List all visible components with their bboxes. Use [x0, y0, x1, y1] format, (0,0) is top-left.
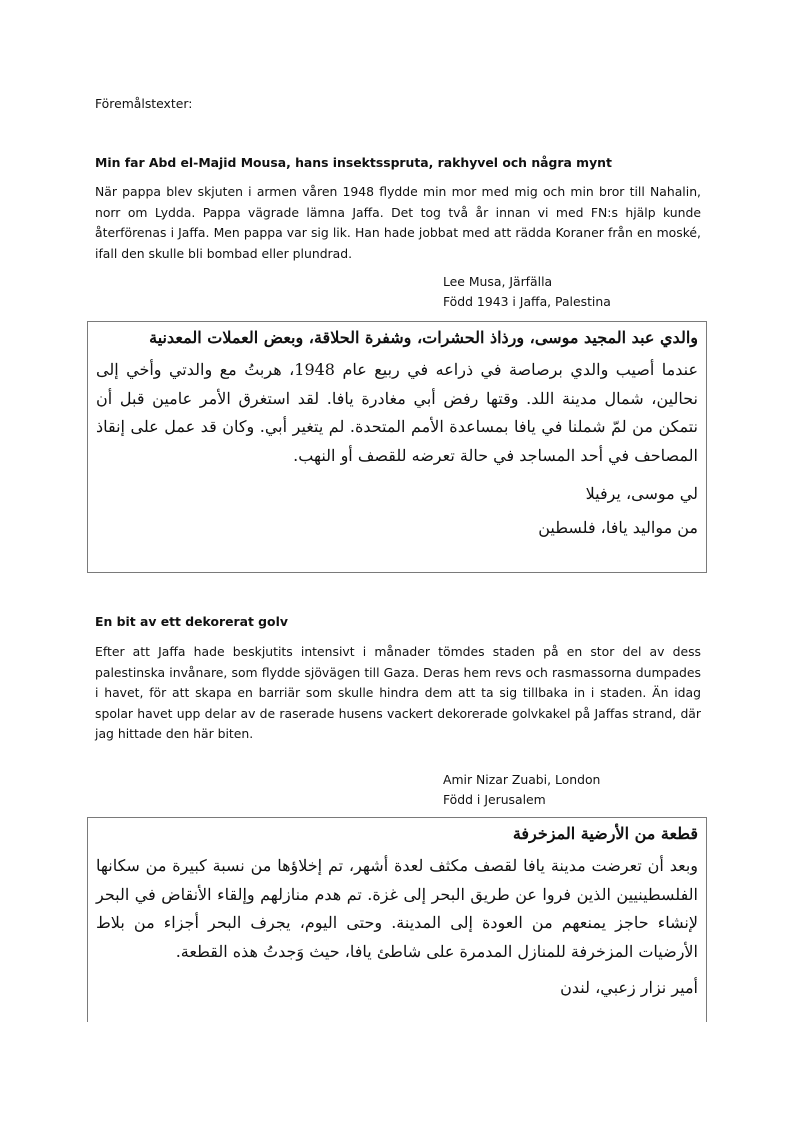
item2-born: Född i Jerusalem: [443, 792, 546, 807]
item2-signature: [443, 770, 600, 810]
item1-author: Lee Musa, Järfälla: [443, 274, 553, 289]
item2-body: Efter att Jaffa hade beskjutits intensivt i månader tömdes staden på en stor del av dess palestinska invånare, som flydde sjövägen till Gaza. Deras hem revs och rasmassorna dumpades i havet, för att skapa en barriär som skulle hindra dem att ta sig tillbaka in i staden. Än idag spolar havet upp delar av de raserade husens vackert dekorerade golvkakel på Jaffas strand, där jag hittade den här biten.: [95, 644, 701, 741]
item1-born: Född 1943 i Jaffa, Palestina: [443, 294, 611, 309]
item1-arabic-body: عندما أصيب والدي برصاصة في ذراعه في ربيع عام 1948، هربتُ مع والدتي وأخي إلى نحالين، شمال مدينة اللد. وقتها رفض أبي مغادرة يافا. لقد استغرق الأمر عامين قبل أن نتمكن من لمّ شملنا في يافا بمساعدة الأمم المتحدة. لم يتغير أبي. وكان قد عمل على إنقاذ المصاحف في أحد المساجد في حالة تعرضه للقصف أو النهب.: [96, 360, 698, 465]
item1-title: Min far Abd el-Majid Mousa, hans insektsspruta, rakhyvel och några mynt: [95, 155, 612, 170]
item2-arabic-title: قطعة من الأرضية المزخرفة: [512, 824, 698, 843]
item1-arabic-author: لي موسى، يرفيلا: [585, 484, 698, 503]
item1-body: När pappa blev skjuten i armen våren 1948 flydde min mor med mig och min bror till Nahalin, norr om Lydda. Pappa vägrade lämna Jaffa. Det tog två år innan vi med FN:s hjälp kunde återförenas i Jaffa. Men pappa var sig lik. Han hade jobbat med att rädda Koraner från en moské, ifall den skulle bli bombad eller plundrad.: [95, 184, 701, 261]
item1-arabic-box: [87, 321, 707, 573]
item2-arabic-box: [87, 817, 707, 1022]
item1-arabic-born: من مواليد يافا، فلسطين: [538, 518, 698, 537]
item2-arabic-author: أمير نزار زعبي، لندن: [560, 978, 698, 997]
item2-arabic-body: وبعد أن تعرضت مدينة يافا لقصف مكثف لعدة أشهر، تم إخلاؤها من نسبة كبيرة من سكانها الفلسطينيين الذين فروا عن طريق البحر إلى غزة. تم هدم منازلهم وإلقاء الأنقاض في البحر لإنشاء حاجز يمنعهم من العودة إلى المدينة. وحتى اليوم، يجرف البحر أجزاء من بلاط الأرضيات المزخرفة للمنازل المدمرة على شاطئ يافا، حيث وَجدتُ هذه القطعة.: [96, 856, 698, 961]
item1-signature: [443, 272, 611, 312]
item2-title: En bit av ett dekorerat golv: [95, 614, 288, 629]
item2-author: Amir Nizar Zuabi, London: [443, 772, 601, 787]
item1-arabic-title: والدي عبد المجيد موسى، ورذاذ الحشرات، وشفرة الحلاقة، وبعض العملات المعدنية: [149, 328, 698, 347]
page-heading: Föremålstexter:: [95, 96, 193, 111]
